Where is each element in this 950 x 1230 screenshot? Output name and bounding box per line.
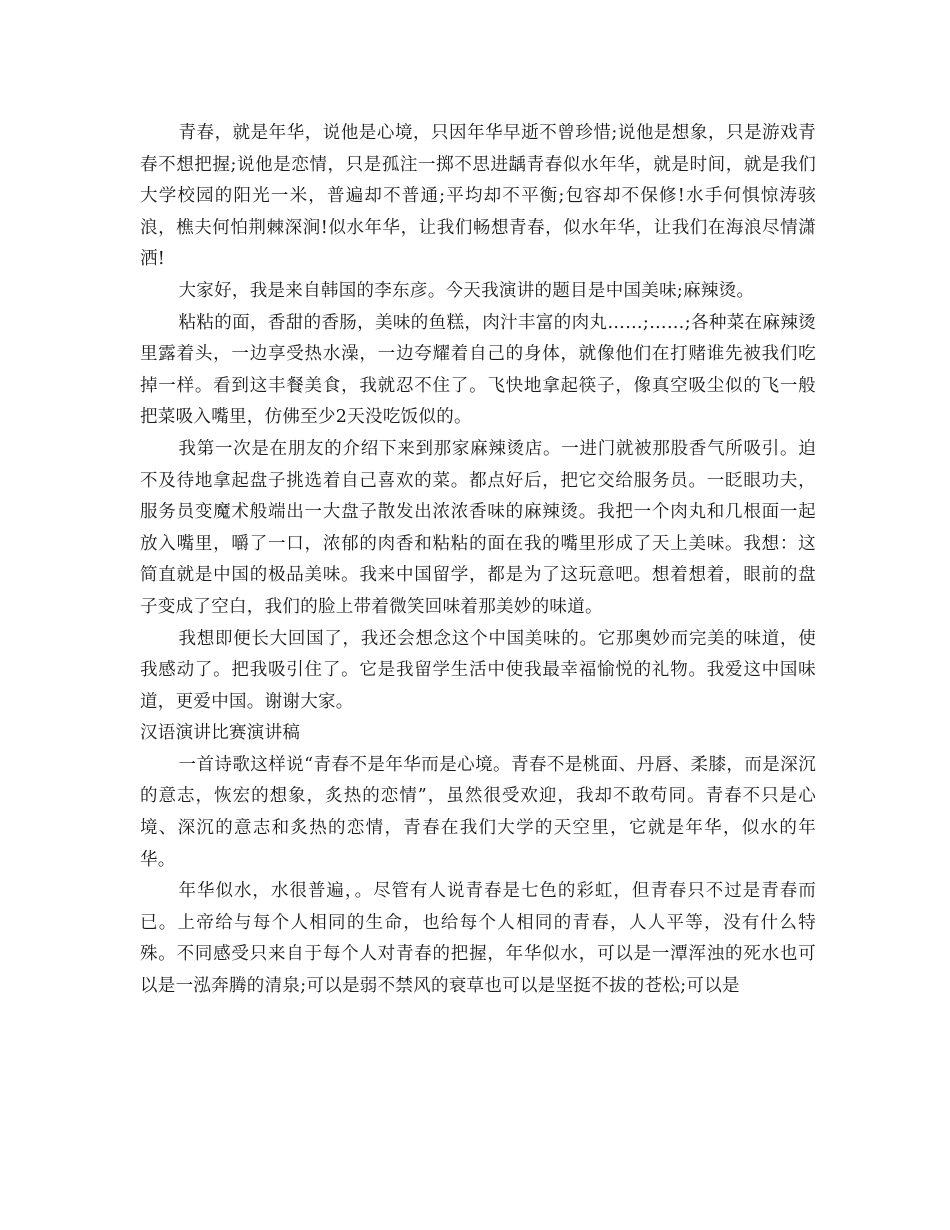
paragraph-youth-like-water: 年华似水，水很普遍，。尽管有人说青春是七色的彩虹，但青春只不过是青春而已。上帝给与每个人相同的生命，也给每个人相同的青春，人人平等，没有什么特殊。不同感受只来自于每个人对青春的把握，年华似水，可以是一潭浑浊的死水也可以是一泓奔腾的清泉;可以是弱不禁风的衰草也可以是坚挺不拔的苍松;可以是 (140, 881, 816, 997)
paragraph-first-visit: 我第一次是在朋友的介绍下来到那家麻辣烫店。一进门就被那股香气所吸引。迫不及待地拿起盘子挑选着自己喜欢的菜。都点好后，把它交给服务员。一眨眼功夫，服务员变魔术般端出一大盘子散发出浓浓香味的麻辣烫。我把一个肉丸和几根面一起放入嘴里，嚼了一口，浓郁的肉香和粘粘的面在我的嘴里形成了天上美味。我想：这简直就是中国的极品美味。我来中国留学，都是为了这玩意吧。想着想着，眼前的盘子变成了空白，我们的脸上带着微笑回味着那美妙的味道。 (140, 438, 816, 617)
paragraph-poem-quote: 一首诗歌这样说“青春不是年华而是心境。青春不是桃面、丹唇、柔膝，而是深沉的意志，恢宏的想象，炙热的恋情”，虽然很受欢迎，我却不敢苟同。青春不只是心境、深沉的意志和炙热的恋情，青春在我们大学的天空里，它就是年华，似水的年华。 (140, 754, 816, 870)
paragraph-food-description: 粘粘的面，香甜的香肠，美味的鱼糕，肉汁丰富的肉丸……;……;各种菜在麻辣烫里露着头，一边享受热水澡，一边夸耀着自己的身体，就像他们在打赌谁先被我们吃掉一样。看到这丰餐美食，我就忍不住了。飞快地拿起筷子，像真空吸尘似的飞一般把菜吸入嘴里，仿佛至少2天没吃饭似的。 (140, 312, 816, 428)
document-body (140, 118, 816, 1003)
paragraph-youth-intro: 青春，就是年华，说他是心境，只因年华早逝不曾珍惜;说他是想象，只是游戏青春不想把握;说他是恋情，只是孤注一掷不思进龋青春似水年华，就是时间，就是我们大学校园的阳光一米，普遍却不普通;平均却不平衡;包容却不保修!水手何惧惊涛骇浪，樵夫何怕荆棘深涧!似水年华，让我们畅想青春，似水年华，让我们在海浪尽情潇洒! (140, 123, 816, 270)
paragraph-greeting: 大家好，我是来自韩国的李东彦。今天我演讲的题目是中国美味;麻辣烫。 (178, 280, 755, 301)
paragraph-conclusion: 我想即便长大回国了，我还会想念这个中国美味的。它那奥妙而完美的味道，使我感动了。把我吸引住了。它是我留学生活中使我最幸福愉悦的礼物。我爱这中国味道，更爱中国。谢谢大家。 (140, 628, 816, 712)
section-heading: 汉语演讲比赛演讲稿 (140, 723, 301, 744)
